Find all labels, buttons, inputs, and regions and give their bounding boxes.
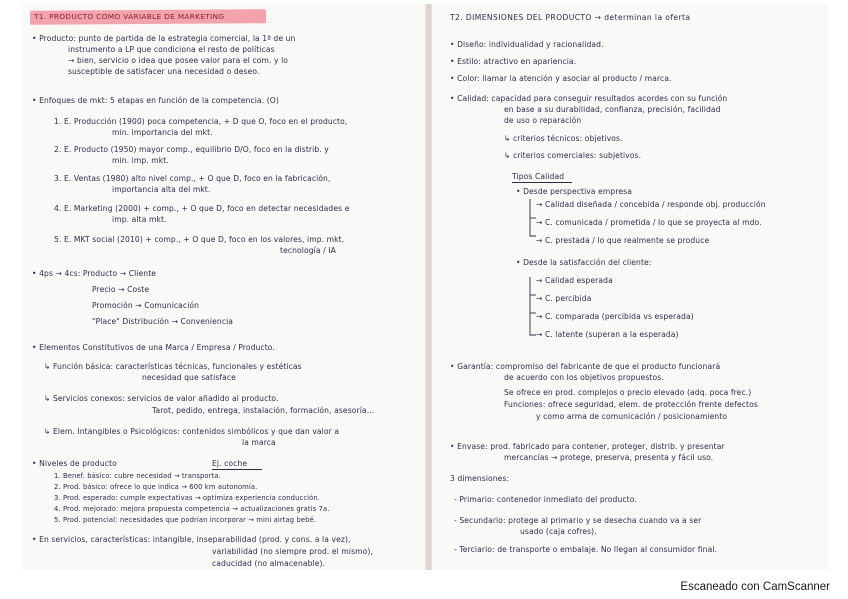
- left-line: imp. alta mkt.: [112, 215, 167, 224]
- left-line: Ej. coche: [212, 459, 248, 468]
- right-line: 3 dimensiones:: [450, 474, 510, 483]
- left-line: 5. E. MKT social (2010) + comp., + O que D, foco en los valores, imp. mkt.: [54, 235, 345, 244]
- left-line: 2. E. Producto (1950) mayor comp., equilibrio D/O, foco en la distrib. y: [54, 145, 329, 154]
- right-line: usado (caja cofres).: [520, 527, 597, 536]
- right-line: • Color: llamar la atención y asociar al producto / marca.: [450, 74, 672, 83]
- left-line: 4. Prod. mejorado: mejora propuesta competencia → actualizaciones gratis 7a.: [54, 505, 330, 513]
- left-line: min. imp. mkt.: [112, 156, 169, 165]
- left-line: 5. Prod. potencial: necesidades que podrían incorporar → mini airtag bebé.: [54, 516, 317, 524]
- left-page: [22, 4, 426, 570]
- right-line: → C. comunicada / prometida / lo que se proyecta al mdo.: [536, 218, 762, 227]
- left-line: • En servicios, características: intangible, inseparabilidad (prod. y cons. a la vez),: [32, 535, 351, 544]
- right-line: Tipos Calidad: [512, 172, 565, 181]
- left-line: Tarot, pedido, entrega, instalación, formación, asesoría...: [152, 406, 375, 415]
- left-line: 3. E. Ventas (1980) alto nivel comp., + O que D, foco en la fabricación,: [54, 174, 331, 183]
- scanned-notebook: [22, 4, 828, 570]
- left-line: • Producto: punto de partida de la estrategia comercial, la 1ª de un: [32, 34, 296, 43]
- tipos-calidad-underline: [512, 182, 572, 183]
- right-line: • Diseño: individualidad y racionalidad.: [450, 40, 604, 49]
- left-line: 3. Prod. esperado: cumple expectativas → optimiza experiencia conducción.: [54, 494, 321, 502]
- left-line: Promoción → Comunicación: [92, 301, 200, 310]
- right-line: Se ofrece en prod. complejos o precio elevado (adq. poca frec.): [504, 388, 752, 397]
- right-line: → C. comparada (percibida vs esperada): [536, 312, 694, 321]
- left-line: ↳ Función básica: características técnicas, funcionales y estéticas: [44, 362, 302, 371]
- left-line: Precio → Coste: [92, 285, 150, 294]
- left-line: → bien, servicio o idea que posee valor para el com. y lo: [68, 56, 289, 65]
- right-line: • Estilo: atractivo en apariencia.: [450, 57, 577, 66]
- left-line: 1. Benef. básico: cubre necesidad → transporta.: [54, 472, 221, 480]
- left-line: min. importancia del mkt.: [112, 128, 213, 137]
- left-line: instrumento a LP que condiciona el resto de políticas: [68, 45, 275, 54]
- right-line: ↳ criterios técnicos: objetivos.: [504, 134, 623, 143]
- left-line: ↳ Elem. Intangibles o Psicológicos: contenidos simbólicos y que dan valor a: [44, 427, 340, 436]
- left-line: importancia alta del mkt.: [112, 185, 211, 194]
- right-line: - Terciario: de transporte o embalaje. No llegan al consumidor final.: [454, 545, 718, 554]
- right-line: y como arma de comunicación / posicionamiento: [536, 412, 728, 421]
- right-line: - Primario: contenedor inmediato del producto.: [454, 495, 637, 504]
- right-line: ↳ criterios comerciales: subjetivos.: [504, 151, 642, 160]
- right-line: de acuerdo con los objetivos propuestos.: [504, 373, 664, 382]
- left-line: ↳ Servicios conexos: servicios de valor añadido al producto.: [44, 394, 279, 403]
- right-page-title: T2. DIMENSIONES DEL PRODUCTO → determinan la oferta: [450, 13, 691, 22]
- right-line: → C. prestada / lo que realmente se produce: [536, 236, 710, 245]
- right-page: [432, 4, 828, 570]
- bracket-empresa: [530, 199, 536, 236]
- left-line: variabilidad (no siempre prod. el mismo),: [212, 547, 373, 556]
- right-line: → C. percibida: [536, 294, 592, 303]
- camscanner-watermark: Escaneado con CamScanner: [680, 581, 830, 593]
- right-line: - Secundario: protege al primario y se desecha cuando va a ser: [454, 516, 702, 525]
- right-line: • Desde perspectiva empresa: [516, 187, 632, 196]
- left-line: la marca: [242, 438, 276, 447]
- left-line: • Niveles de producto: [32, 459, 117, 468]
- right-line: • Garantía: compromiso del fabricante de que el producto funcionará: [450, 362, 721, 371]
- left-line: 1. E. Producción (1900) poca competencia, + D que O, foco en el producto,: [54, 117, 348, 126]
- right-line: en base a su durabilidad, confianza, precisión, facilidad: [504, 105, 721, 114]
- bracket-cliente: [530, 277, 536, 335]
- left-line: 4. E. Marketing (2000) + comp., + O que D, foco en detectar necesidades e: [54, 204, 350, 213]
- bracket-lines: [432, 4, 828, 570]
- right-line: mercancías → protege, preserva, presenta y fácil uso.: [504, 453, 714, 462]
- right-line: de uso o reparación: [504, 116, 582, 125]
- left-line: susceptible de satisfacer una necesidad o deseo.: [68, 67, 260, 76]
- right-line: → C. latente (superan a la esperada): [536, 330, 679, 339]
- right-line: • Desde la satisfacción del cliente:: [516, 258, 652, 267]
- right-line: • Calidad: capacidad para conseguir resultados acordes con su función: [450, 94, 728, 103]
- left-line: • Enfoques de mkt: 5 etapas en función de la competencia. (O): [32, 96, 279, 105]
- right-line: Funciones: ofrece seguridad, elem. de protección frente defectos: [504, 400, 758, 409]
- right-line: • Envase: prod. fabricado para contener, proteger, distrib. y presentar: [450, 442, 725, 451]
- left-line: caducidad (no almacenable).: [212, 559, 326, 568]
- ej-coche-underline: [212, 469, 262, 470]
- right-line: → Calidad esperada: [536, 276, 613, 285]
- left-line: • Elementos Constitutivos de una Marca / Empresa / Producto.: [32, 343, 275, 352]
- left-line: • 4ps → 4cs: Producto → Cliente: [32, 269, 157, 278]
- left-line: "Place" Distribución → Conveniencia: [92, 317, 234, 326]
- right-line: → Calidad diseñada / concebida / responde obj. producción: [536, 200, 766, 209]
- left-line: 2. Prod. básico: ofrece lo que indica → 600 km autonomía.: [54, 483, 258, 491]
- left-line: necesidad que satisface: [142, 373, 236, 382]
- left-page-title: T1. PRODUCTO COMO VARIABLE DE MARKETING: [34, 12, 225, 21]
- left-line: tecnología / IA: [280, 246, 336, 255]
